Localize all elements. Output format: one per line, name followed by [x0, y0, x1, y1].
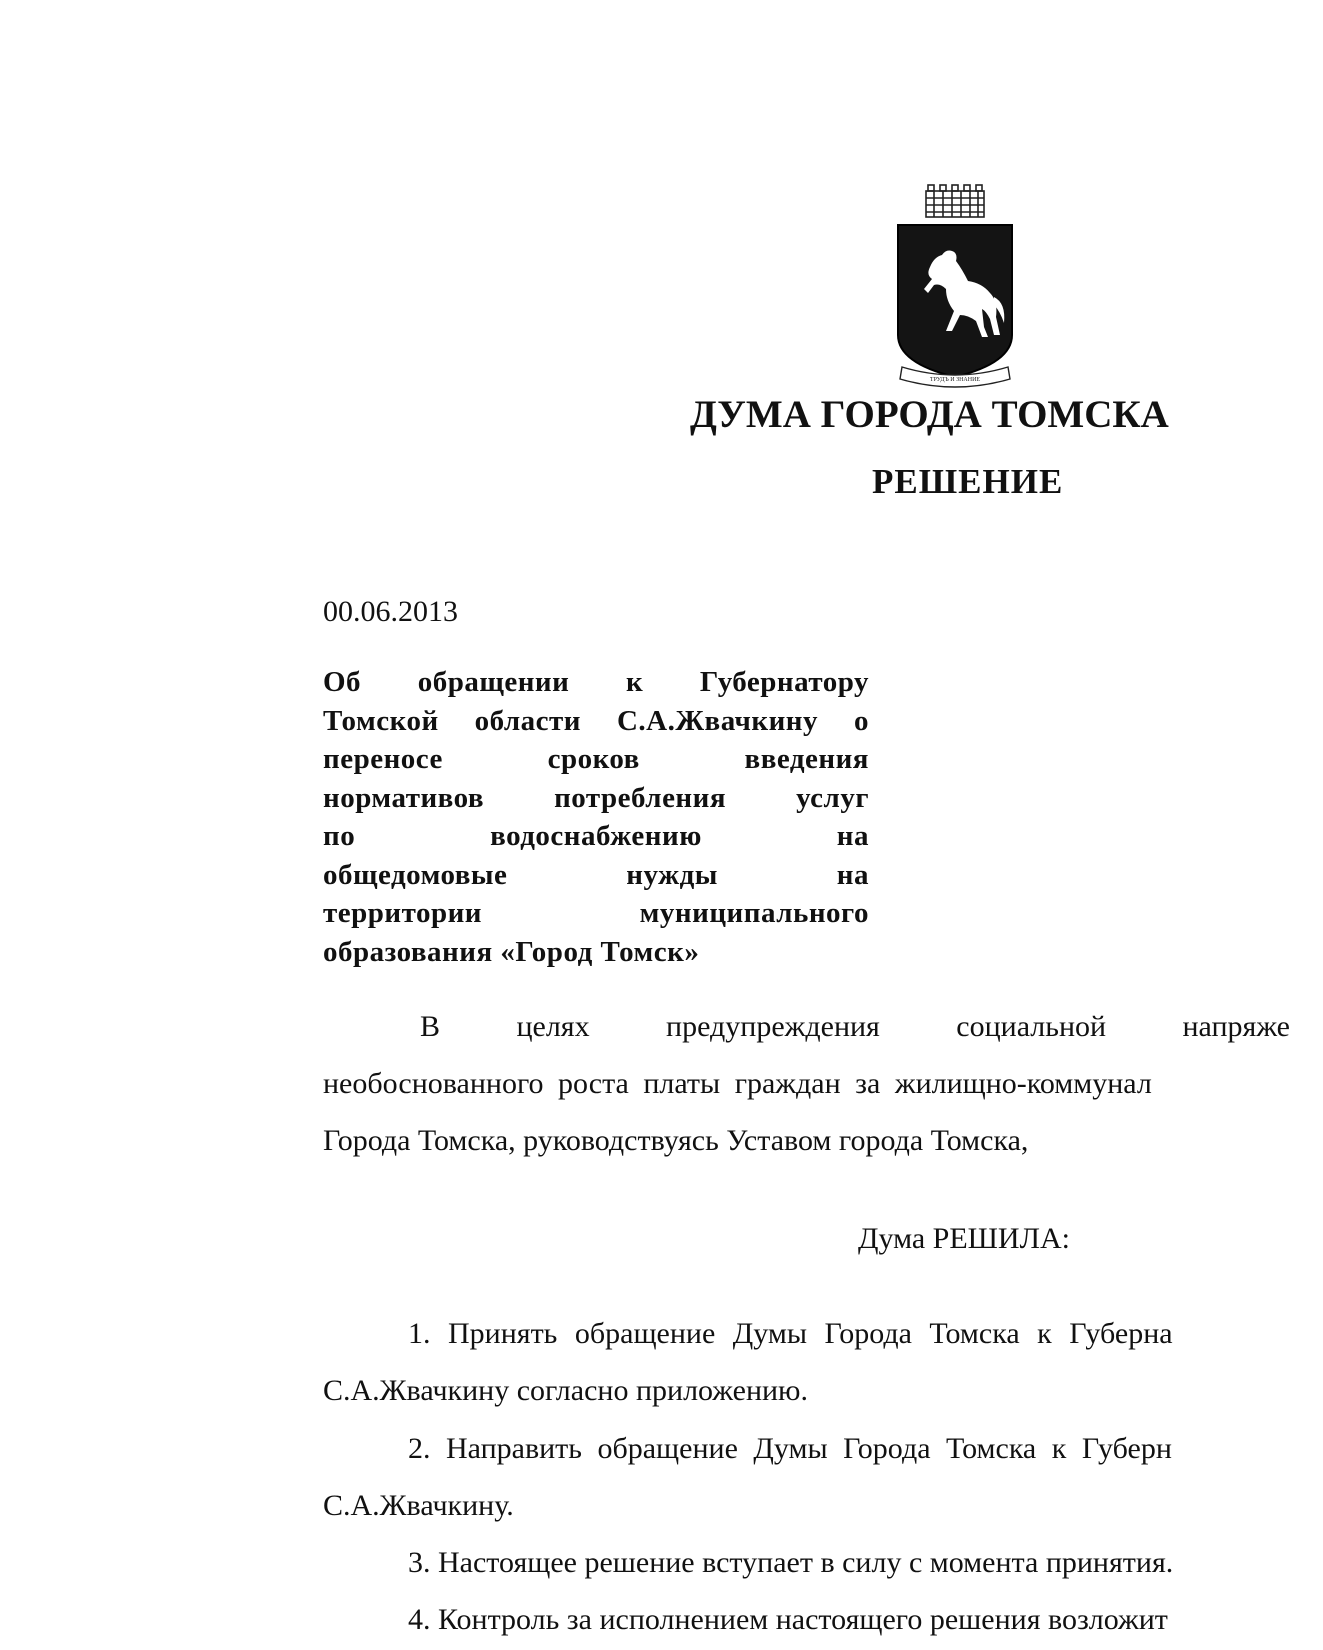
item-3-line-1: 3. Настоящее решение вступает в силу с момента принятия.	[408, 1546, 1174, 1579]
preamble-word: целях	[516, 1010, 590, 1043]
item-1-line-1: 1. Принять обращение Думы Города Томска к Губерна	[408, 1317, 1173, 1350]
preamble-word: предупреждения	[666, 1010, 880, 1043]
subject-line: нормативов потребления услуг	[323, 781, 869, 814]
subject-line: территории муниципального	[323, 897, 869, 929]
preamble-line-3: Города Томска, руководствуясь Уставом города Томска,	[323, 1124, 1029, 1157]
organization-title: ДУМА ГОРОДА ТОМСКА	[690, 393, 1169, 436]
resolution-heading: Дума РЕШИЛА:	[858, 1222, 1070, 1255]
item-2-line-2: С.А.Жвачкину.	[323, 1489, 514, 1522]
preamble-word: В	[420, 1010, 441, 1043]
document-type: РЕШЕНИЕ	[872, 462, 1064, 501]
decision-subject	[323, 663, 869, 971]
preamble-line-1	[420, 1010, 1290, 1044]
preamble-line-2: необоснованного роста платы граждан за жилищно-коммунал	[323, 1067, 1152, 1100]
subject-line: переносе сроков введения	[323, 743, 869, 775]
subject-line: Томской области С.А.Жвачкину о	[323, 704, 869, 737]
subject-line: по водоснабжению на	[323, 820, 869, 852]
subject-line: Об обращении к Губернатору	[323, 666, 869, 698]
document-date: 00.06.2013	[323, 595, 458, 628]
mural-crown-icon	[926, 185, 984, 217]
item-4-line-1: 4. Контроль за исполнением настоящего решения возложит	[408, 1603, 1168, 1636]
subject-line: общедомовые нужды на	[323, 858, 869, 891]
item-1-line-2: С.А.Жвачкину согласно приложению.	[323, 1374, 808, 1407]
subject-line: образования «Город Томск»	[323, 935, 700, 968]
preamble-word: напряже	[1182, 1010, 1290, 1043]
item-2-line-1: 2. Направить обращение Думы Города Томска к Губерн	[408, 1432, 1172, 1465]
preamble-word: социальной	[956, 1010, 1107, 1043]
emblem-motto: ТРУДЪ И ЗНАНИЕ	[929, 377, 981, 383]
tomsk-coat-of-arms-emblem	[890, 185, 1020, 395]
